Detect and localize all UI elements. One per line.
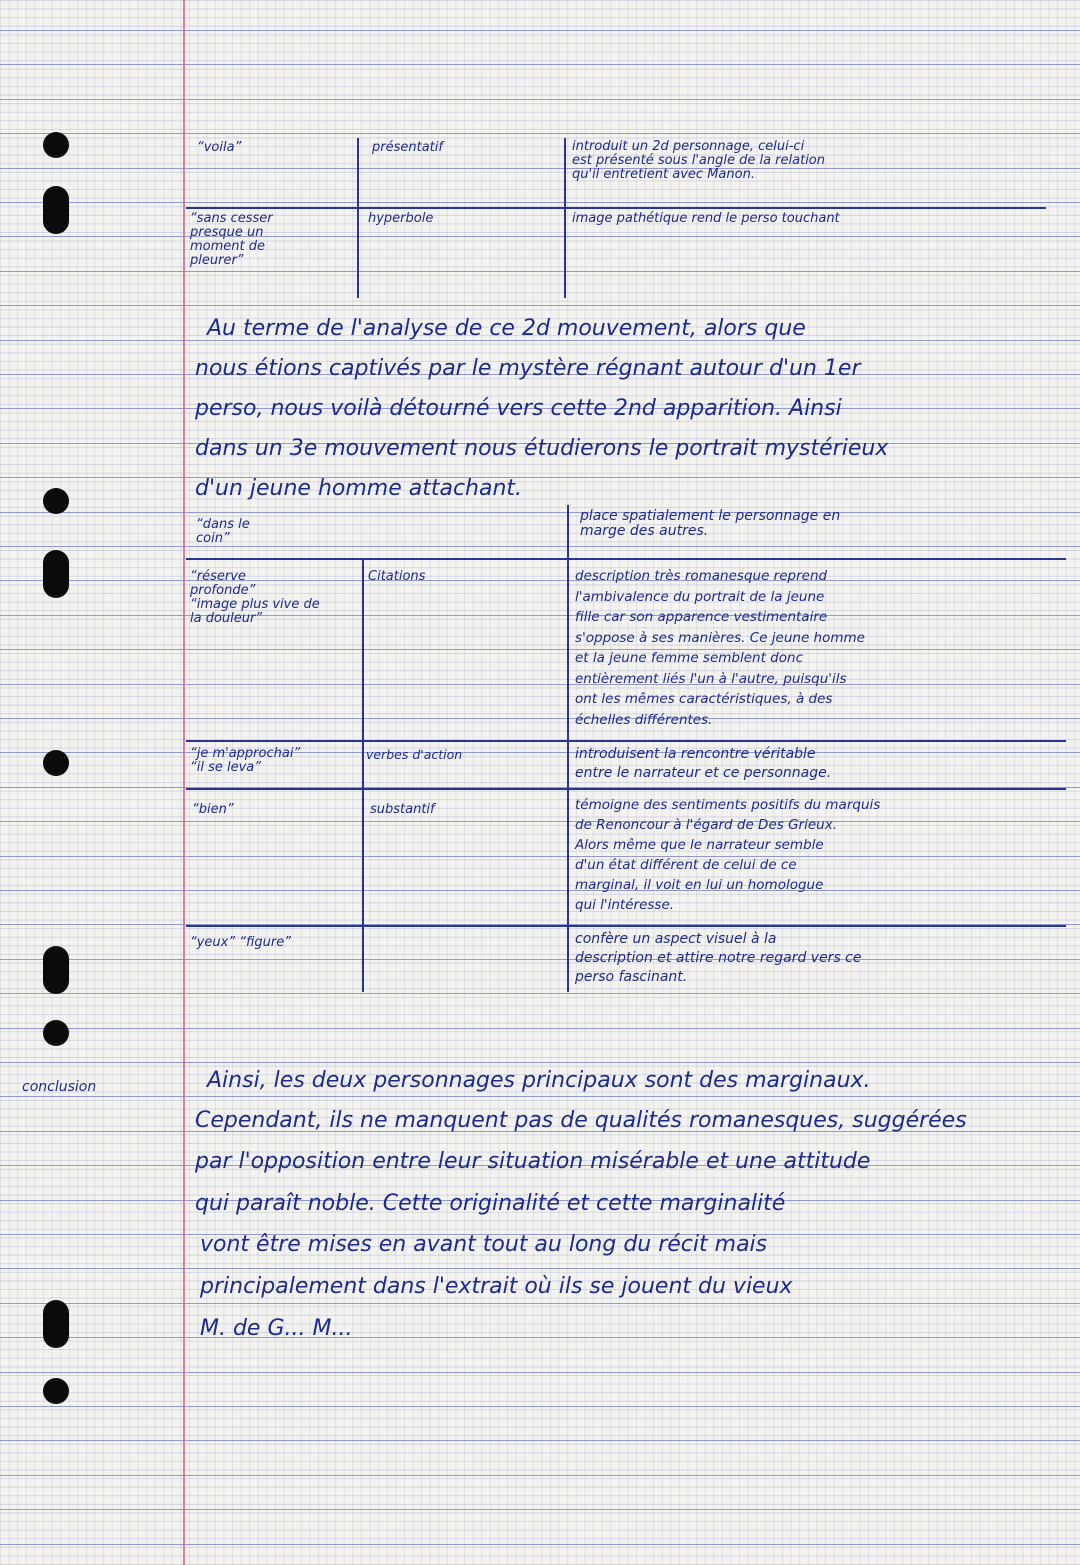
ruling-line [0, 856, 1080, 857]
ruling-line [0, 821, 1080, 822]
binder-hole [43, 946, 69, 994]
ruling-line [0, 305, 1080, 306]
ruling-line [0, 580, 1080, 581]
procede-cell: hyperbole [368, 211, 434, 226]
quote-cell: “voila” [197, 140, 242, 155]
ruling-line [0, 993, 1080, 994]
ruling-line [0, 1372, 1080, 1373]
quote-cell: “sans cesser presque un moment de pleurer” [190, 211, 273, 268]
conclusion-line: vont être mises en avant tout au long du récit mais [200, 1232, 768, 1257]
ruling-line [0, 1406, 1080, 1407]
ruling-line [0, 30, 1080, 31]
binder-hole [43, 1300, 69, 1348]
analyse-cell: introduit un 2d personnage, celui-ci est présenté sous l'angle de la relation qu'il entretient avec Manon. [572, 139, 826, 182]
ruling-line [0, 512, 1080, 513]
ruling-line [0, 202, 1080, 203]
binder-hole [43, 488, 69, 514]
ruling-line [0, 1337, 1080, 1338]
analyse-cell: description très romanesque reprend l'ambivalence du portrait de la jeune fille car son apparence vestimentaire s'oppose à ses manières. Ce jeune homme et la jeune femme semblent donc entièrement liés l'un à l'autre, puisqu'ils ont les mêmes caractéristiques, à des échelles différentes. [575, 568, 865, 728]
quote-cell: “yeux” “figure” [190, 935, 291, 950]
conclusion-line: par l'opposition entre leur situation misérable et une attitude [195, 1149, 871, 1174]
ruling-line [0, 1440, 1080, 1441]
ruling-line [0, 477, 1080, 478]
conclusion-line: Ainsi, les deux personnages principaux sont des marginaux. [207, 1068, 871, 1093]
procede-cell: présentatif [372, 140, 443, 155]
conclusion-line: qui paraît noble. Cette originalité et cette marginalité [195, 1191, 786, 1216]
procede-cell: verbes d'action [366, 747, 463, 762]
transition-line: nous étions captivés par le mystère régnant autour d'un 1er [195, 356, 861, 381]
ruling-line [0, 271, 1080, 272]
ruling-line [0, 752, 1080, 753]
ruling-line [0, 718, 1080, 719]
binder-hole [43, 550, 69, 598]
ruling-line [0, 1062, 1080, 1063]
conclusion-line: M. de G... M... [200, 1316, 353, 1341]
binder-hole [43, 750, 69, 776]
transition-line: perso, nous voilà détourné vers cette 2nd apparition. Ainsi [195, 396, 842, 421]
binder-hole [43, 132, 69, 158]
conclusion-label: conclusion [22, 1079, 97, 1095]
quote-cell: “je m'approchai” “il se leva” [190, 746, 301, 775]
analyse-cell: image pathétique rend le perso touchant [572, 211, 840, 226]
ruling-line [0, 168, 1080, 169]
ruling-line [0, 1268, 1080, 1269]
quote-cell: “bien” [192, 802, 234, 817]
ruling-line [0, 649, 1080, 650]
ruling-line [0, 133, 1080, 134]
ruling-line [0, 546, 1080, 547]
analyse-cell: place spatialement le personnage en marge des autres. [580, 508, 841, 539]
ruling-line [0, 1509, 1080, 1510]
analyse-cell: témoigne des sentiments positifs du marquis de Renoncour à l'égard de Des Grieux. Alors même que le narrateur semble d'un état différent de celui de ce marginal, il voit en lui un homologue qui l'intéresse. [575, 797, 881, 913]
conclusion-line: Cependant, ils ne manquent pas de qualités romanesques, suggérées [195, 1108, 967, 1133]
quote-cell: “dans le coin” [196, 517, 250, 546]
ruling-line [0, 1475, 1080, 1476]
ruling-line [0, 236, 1080, 237]
ruling-line [0, 1028, 1080, 1029]
margin-line [183, 0, 185, 1565]
transition-line: d'un jeune homme attachant. [195, 476, 523, 501]
binder-hole [43, 1378, 69, 1404]
ruling-line [0, 959, 1080, 960]
procede-cell: Citations [368, 569, 426, 584]
ruling-line [0, 615, 1080, 616]
transition-line: dans un 3e mouvement nous étudierons le portrait mystérieux [195, 436, 889, 461]
ruling-line [0, 890, 1080, 891]
quote-cell: “réserve profonde” “image plus vive de la douleur” [190, 569, 320, 626]
analyse-cell: confère un aspect visuel à la description et attire notre regard vers ce perso fascinant. [575, 931, 862, 985]
ruling-line [0, 64, 1080, 65]
ruling-line [0, 99, 1080, 100]
binder-hole [43, 186, 69, 234]
ruling-line [0, 684, 1080, 685]
analyse-cell: introduisent la rencontre véritable entre le narrateur et ce personnage. [575, 746, 832, 781]
ruling-line [0, 1544, 1080, 1545]
conclusion-line: principalement dans l'extrait où ils se jouent du vieux [200, 1274, 793, 1299]
transition-line: Au terme de l'analyse de ce 2d mouvement, alors que [207, 316, 806, 341]
binder-hole [43, 1020, 69, 1046]
procede-cell: substantif [370, 802, 435, 817]
